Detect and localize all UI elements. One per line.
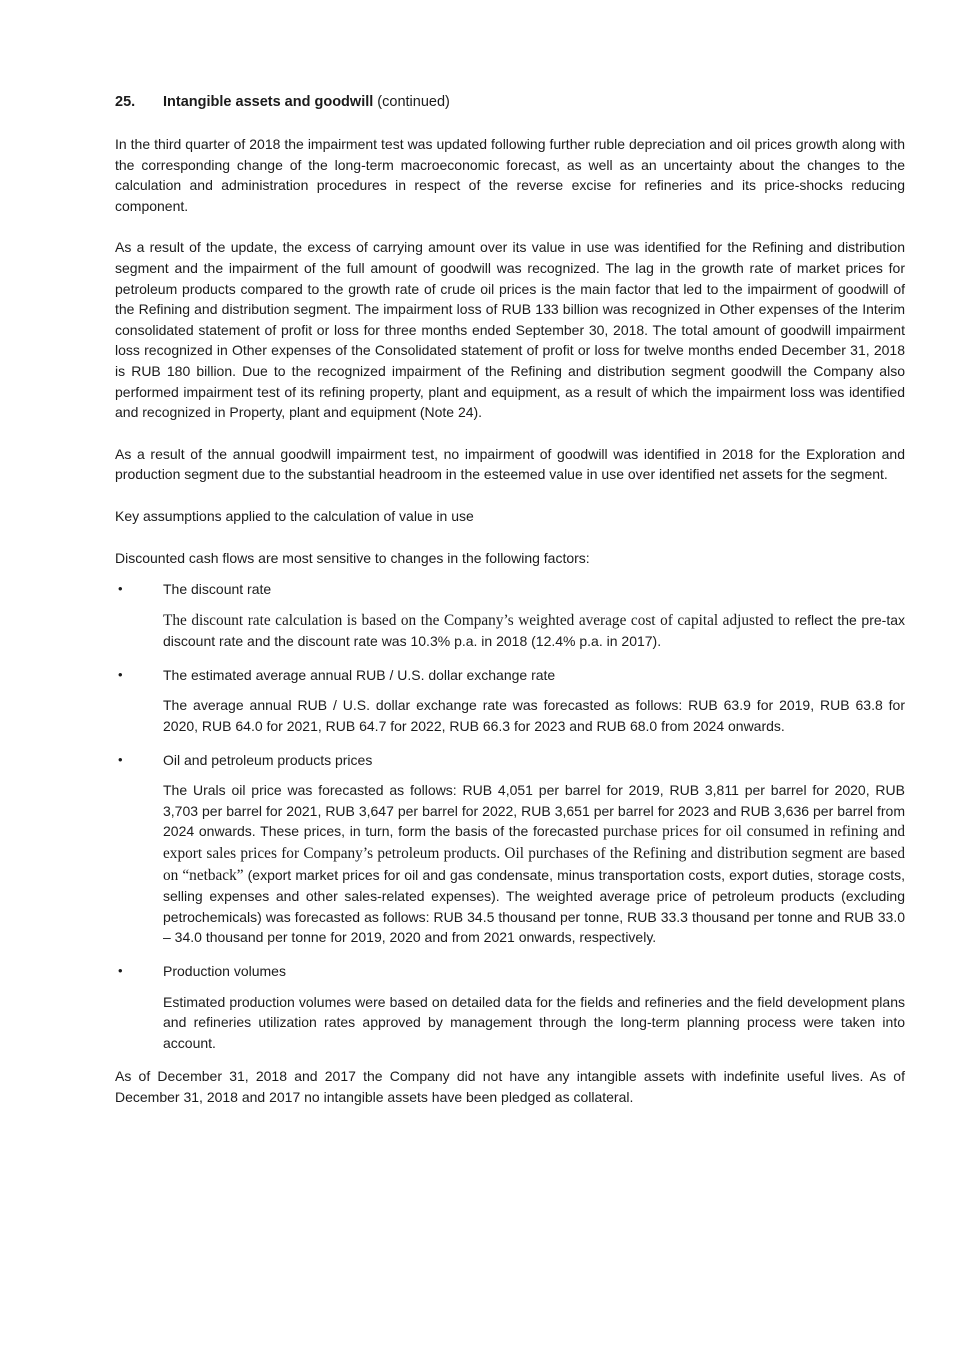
section-title-main: Intangible assets and goodwill: [163, 94, 374, 110]
bullet-row: [115, 665, 905, 686]
page-content: [115, 92, 905, 1108]
paragraph-segment: The average annual RUB / U.S. dollar exchange rate was forecasted as follows: RUB 63.9 for 2019, RUB 63.8 for 2020, RUB 64.0 for 2021, RUB 64.7 for 2022, RUB 66.3 for 2023 and RUB 68.0 from 2024 onwards.: [163, 697, 905, 735]
bullet-row: [115, 579, 905, 600]
factor-list: [115, 579, 905, 1053]
bullet-icon: •: [118, 751, 123, 767]
paragraph-segment: The discount rate calculation is based on the Company’s weighted average cost of capital adjusted to: [163, 611, 795, 629]
bullet-row: [115, 961, 905, 982]
bullet-title: The discount rate: [163, 581, 272, 598]
paragraph-annual-test: As a result of the annual goodwill impairment test, no impairment of goodwill was identified in 2018 for the Exploration and production segment due to the substantial headroom in the esteemed value in use over identified net assets for the segment.: [115, 445, 905, 483]
paragraph-segment: (export market prices for oil and gas condensate, minus transportation costs, export duties, storage costs, selling expenses and other sales-related expenses). The weighted average price of petroleum products (excluding petrochemicals) was forecasted as follows: RUB 34.5 thousand per tonne, RUB 33.3 thousand per tonne and RUB 33.0 – 34.0 thousand per tonne for 2019, 2020 and from 2021 onwards, respectively.: [163, 866, 905, 946]
factors-intro: Discounted cash flows are most sensitive to changes in the following factors:: [115, 549, 590, 566]
section-number: 25.: [115, 94, 136, 110]
section-title-suffix: (continued): [373, 94, 450, 110]
section-heading: [115, 92, 905, 112]
list-item-discount-rate: [115, 579, 905, 652]
bullet-body: [163, 610, 905, 652]
section-title: [163, 92, 450, 112]
list-item-oil-prices: [115, 750, 905, 948]
paragraph-segment: Estimated production volumes were based on detailed data for the fields and refineries and the field development plans and refineries utilization rates approved by management through the long-term planning process were taken into account.: [163, 993, 905, 1051]
bullet-title: Production volumes: [163, 963, 286, 979]
paragraph-impairment-result: As a result of the update, the excess of carrying amount over its value in use was identified for the Refining and distribution segment and the impairment of the full amount of goodwill was recognized. The lag in the growth rate of market prices for petroleum products compared to the growth rate of crude oil prices is the main factor that led to the impairment of goodwill of the Refining and distribution segment. The impairment loss of RUB 133 billion was recognized in Other expenses of the Interim consolidated statement of profit or loss for three months ended September 30, 2018. The total amount of goodwill impairment loss recognized in Other expenses of the Consolidated statement of profit or loss for twelve months ended December 31, 2018 is RUB 180 billion. Due to the recognized impairment of the Refining and distribution segment goodwill the Company also performed impairment test of its refining property, plant and equipment, as a result of which the impairment loss was identified and recognized in Property, plant and equipment (Note 24).: [115, 239, 905, 421]
key-assumptions-heading: Key assumptions applied to the calculation of value in use: [115, 507, 474, 524]
bullet-icon: •: [118, 581, 123, 597]
bullet-icon: •: [118, 666, 123, 682]
paragraph-impairment-update: In the third quarter of 2018 the impairment test was updated following further ruble depreciation and oil prices growth along with the corresponding change of the long-term macroeconomic forecast, as well as an uncertainty about the changes to the calculation and administration procedures in respect of the reverse excise for refineries and its price-shocks reducing component.: [115, 136, 905, 214]
paragraph-segment: purchase prices for oil consumed in refining and export sales prices for Company’s petroleum products. Oil purchases of the Refining and distribution segment are based on “netback”: [163, 823, 905, 884]
paragraph-segment: reflect the pre-tax discount rate and the discount rate was 10.3% p.a. in 2018 (12.4% p.a. in 2017).: [163, 611, 906, 650]
bullet-title: Oil and petroleum products prices: [163, 751, 373, 768]
bullet-body: [163, 695, 905, 736]
paragraph-segment: The Urals oil price was forecasted as follows: RUB 4,051 per barrel for 2019, RUB 3,811 per barrel for 2020, RUB 3,703 per barrel for 2021, RUB 3,647 per barrel for 2022, RUB 3,651 per barrel for 2023 and RUB 3,636 per barrel from 2024 onwards. These prices, in turn, form the basis of the forecasted: [163, 782, 905, 840]
list-item-production-volumes: [115, 961, 905, 1053]
bullet-icon: •: [118, 963, 123, 978]
bullet-body: [163, 780, 905, 948]
bullet-row: [115, 750, 905, 771]
bullet-title: The estimated average annual RUB / U.S. dollar exchange rate: [163, 666, 556, 683]
bullet-body: [163, 992, 905, 1054]
closing-paragraph: As of December 31, 2018 and 2017 the Company did not have any intangible assets with indefinite useful lives. As of December 31, 2018 and 2017 no intangible assets have been pledged as collateral.: [115, 1068, 905, 1105]
list-item-exchange-rate: [115, 665, 905, 737]
